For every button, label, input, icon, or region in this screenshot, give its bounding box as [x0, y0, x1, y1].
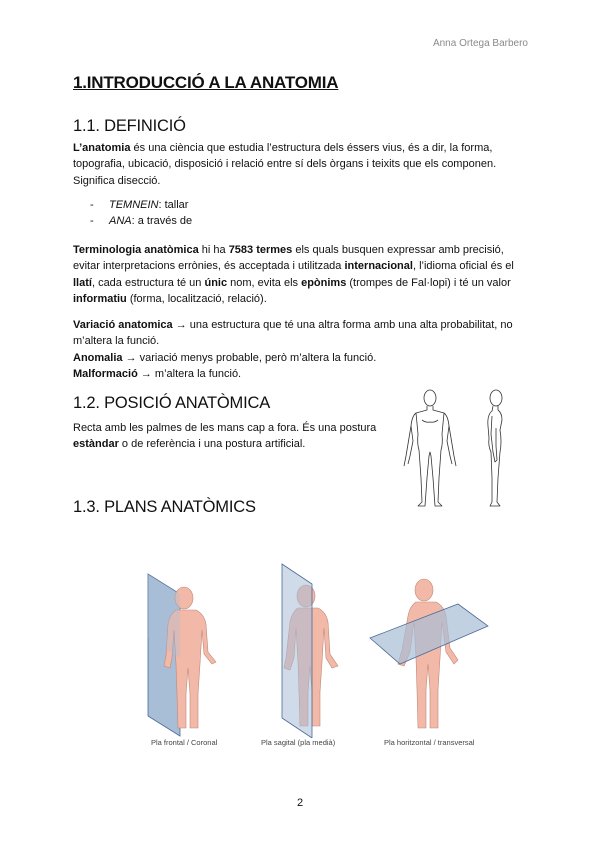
paragraph-variacio: Variació anatomica → una estructura que té una altra forma amb una alta probabilitat, no m’altera la funció. Anomalia → variació menys probable, però m’altera la funció. Malformació → m’altera la funció.	[73, 319, 513, 380]
section-heading-posicio: 1.2. POSICIÓ ANATÒMICA	[73, 394, 271, 412]
caption-sagittal-plane: Pla sagital (pla medià)	[261, 738, 336, 747]
page-title: 1.INTRODUCCIÓ A LA ANATOMIA	[73, 73, 339, 92]
section-heading-plans: 1.3. PLANS ANATÒMICS	[73, 498, 256, 516]
paragraph-definicio: L’anatomia és una ciència que estudia l’estructura dels éssers vius, és a dir, la forma, topografia, ubicació, disposició i relació entre sí dels òrgans i teixits que els componen. Significa disecció.	[73, 142, 497, 187]
term-anatomia: L’anatomia	[73, 142, 131, 154]
anatomical-position-figure	[392, 386, 528, 510]
list-item: - ANA: a través de	[73, 213, 533, 229]
paragraph-posicio: Recta amb les palmes de les mans cap a fora. És una postura estàndar o de referència i una postura artificial.	[73, 422, 377, 451]
list-item: - TEMNEIN: tallar	[73, 197, 533, 213]
caption-horizontal-plane: Pla horitzontal / transversal	[384, 738, 475, 747]
caption-frontal-plane: Pla frontal / Coronal	[151, 738, 218, 747]
frontal-plane-illustration	[140, 568, 240, 738]
etymology-list	[73, 197, 533, 230]
header-author: Anna Ortega Barbero	[432, 38, 528, 49]
page-number: 2	[296, 797, 304, 809]
horizontal-plane-illustration	[366, 568, 492, 738]
section-heading-definicio: 1.1. DEFINICIÓ	[73, 117, 186, 135]
paragraph-terminologia: Terminologia anatòmica hi ha 7583 termes els quals busquen expressar amb precisió, evitar interpretacions errònies, és acceptada i utilitzada internacional, l’idioma oficial és el llatí, cada estructura té un únic nom, evita els epònims (trompes de Fal·lopi) i té un valor informatiu (forma, localització, relació).	[73, 244, 514, 305]
sagittal-plane-illustration	[262, 562, 354, 738]
